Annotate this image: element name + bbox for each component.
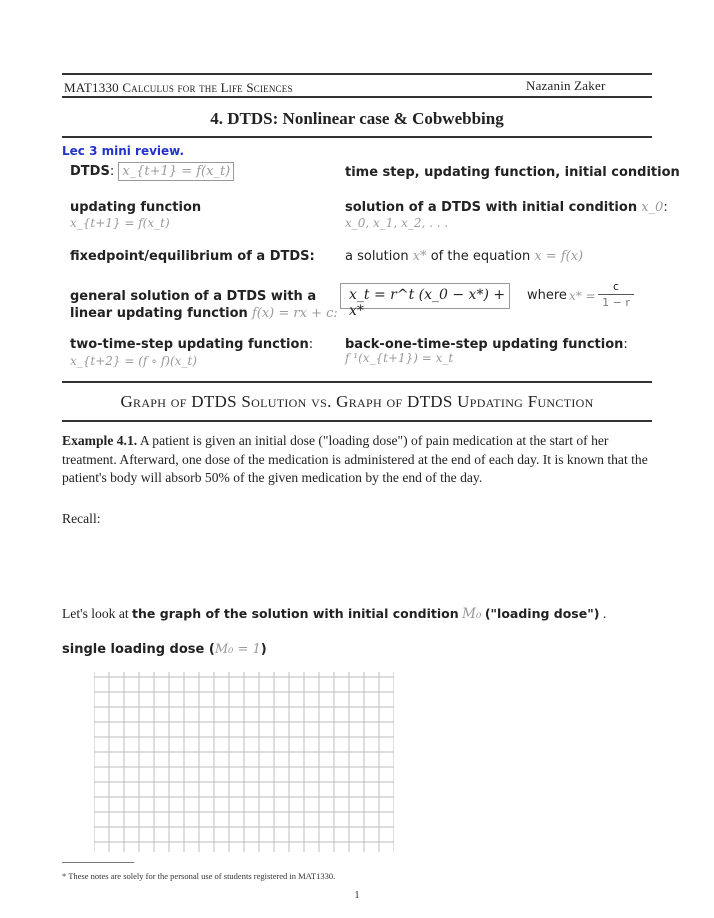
- header-bottom-rule: [62, 96, 652, 98]
- where-var: x* =: [569, 289, 596, 303]
- review-heading: Lec 3 mini review.: [62, 144, 185, 158]
- two-step-label-line: two-time-step updating function:: [70, 337, 314, 352]
- dtds-right-text: time step, updating function, initial condition: [345, 165, 680, 180]
- fixed-eq: x = f(x): [534, 249, 584, 264]
- fixed-var: x*: [412, 249, 427, 264]
- dtds-formula: x_{t+1} = f(x_t): [118, 162, 234, 181]
- general-label-2: linear updating function: [70, 306, 248, 321]
- section-bottom-rule: [62, 420, 652, 422]
- fixed-prefix: a solution: [345, 249, 409, 264]
- solution-var: x_0: [641, 200, 664, 215]
- section-top-rule: [62, 381, 652, 383]
- fraction-numerator: c: [612, 280, 620, 293]
- lets-look-var: M₀: [462, 606, 482, 622]
- course-header: [64, 80, 293, 96]
- footnote-text: * These notes are solely for the personal use of students registered in MAT1330.: [62, 871, 336, 881]
- general-solution-formula: x_t = r^t (x_0 − x*) + x*: [349, 287, 506, 319]
- author-name: Nazanin Zaker: [526, 78, 606, 93]
- back-step-formula: f ¹(x_{t+1}) = x_t: [345, 351, 454, 365]
- lets-look-suffix: ("loading dose"): [484, 606, 600, 621]
- example-text: A patient is given an initial dose ("loading dose") of pain medication at the start of her treatment. Afterward, one dose of the medication is administered at the end of each day. It is known that the patient's body will absorb 50% of the given medication by the end of the day.: [62, 433, 648, 485]
- fixed-mid: of the equation: [430, 249, 531, 264]
- back-step-label: back-one-time-step updating function: [345, 337, 624, 352]
- grid-lines: [94, 672, 394, 852]
- solution-label: solution of a DTDS with initial condition: [345, 200, 638, 215]
- page-title: 4. DTDS: Nonlinear case & Cobwebbing: [210, 109, 504, 128]
- two-step-formula: x_{t+2} = (f ∘ f)(x_t): [70, 354, 197, 368]
- two-step-label: two-time-step updating function: [70, 337, 309, 352]
- back-step-label-line: back-one-time-step updating function:: [345, 337, 628, 352]
- course-code: MAT1330: [64, 80, 119, 95]
- where-text: where: [527, 288, 567, 303]
- updating-formula: x_{t+1} = f(x_t): [70, 216, 170, 230]
- single-dose-label: single loading dose (: [62, 642, 215, 657]
- page-number: 1: [354, 890, 360, 901]
- general-solution-label-2: [70, 306, 338, 321]
- fraction-denominator: 1 − r: [602, 296, 630, 309]
- lets-look-line: [62, 606, 606, 622]
- single-dose-close: ): [260, 642, 267, 657]
- lets-look-bold: the graph of the solution with initial condition: [132, 606, 459, 621]
- recall-text: Recall:: [62, 511, 101, 526]
- solution-label-line: solution of a DTDS with initial condition x_0:: [345, 200, 668, 215]
- dtds-definition: DTDS: x_{t+1} = f(x_t): [70, 164, 234, 179]
- section-heading: Graph of DTDS Solution vs. Graph of DTDS Updating Function: [120, 392, 594, 411]
- general-label-eq: f(x) = rx + c:: [251, 306, 338, 321]
- fixed-point-label: fixedpoint/equilibrium of a DTDS:: [70, 249, 315, 264]
- blank-graph-grid: [94, 672, 394, 852]
- course-title: Calculus for the Life Sciences: [122, 80, 293, 95]
- fixed-point-definition: [345, 249, 583, 264]
- single-dose-line: [62, 642, 267, 657]
- general-solution-label: general solution of a DTDS with a: [70, 289, 317, 304]
- lets-look-prefix: Let's look at: [62, 606, 129, 621]
- example-paragraph: [62, 432, 652, 488]
- header-top-rule: [62, 73, 652, 75]
- footnote-rule: [62, 862, 134, 863]
- updating-label: updating function: [70, 200, 202, 215]
- dtds-label: DTDS: [70, 164, 110, 179]
- lets-look-end: .: [602, 606, 607, 621]
- example-label: Example 4.1.: [62, 433, 138, 448]
- fraction: [598, 280, 634, 309]
- general-solution-formula-box: [340, 283, 510, 319]
- title-rule: [62, 136, 652, 138]
- single-dose-var: M₀ = 1: [214, 642, 261, 657]
- solution-sequence: x_0, x_1, x_2, . . .: [345, 216, 449, 230]
- fraction-bar: [598, 294, 634, 295]
